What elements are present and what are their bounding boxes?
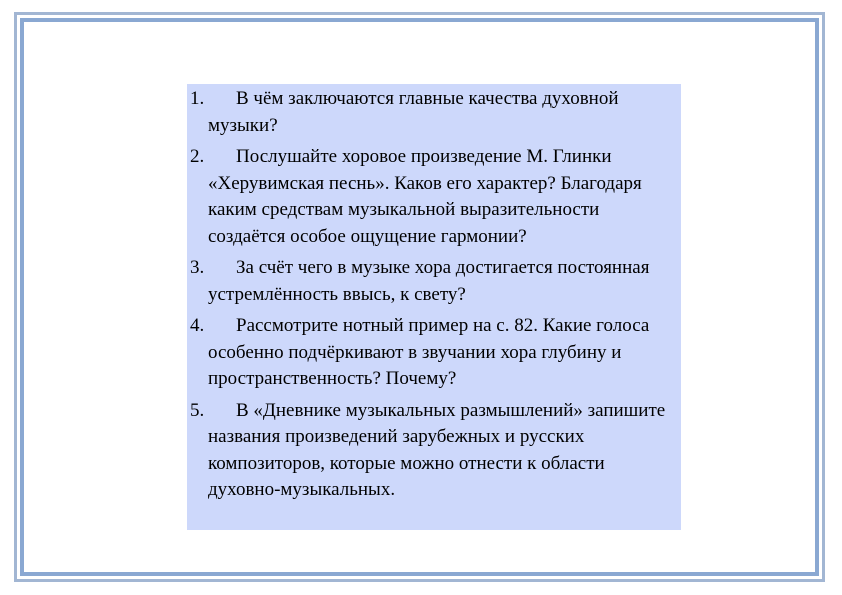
question-text: Рассмотрите нотный пример на с. 82. Какие голоса особенно подчёркивают в звучании хора глубину и пространственность? Почему? xyxy=(208,315,650,389)
question-number: 3. xyxy=(190,257,205,278)
questions-list xyxy=(190,86,673,504)
questions-box xyxy=(187,84,681,530)
question-number: 5. xyxy=(190,399,205,421)
question-item xyxy=(190,313,673,393)
question-number: 2. xyxy=(190,146,205,167)
question-number: 1. xyxy=(190,88,205,109)
question-text: Послушайте хоровое произведение М. Глинки «Херувимская песнь». Каков его характер? Благодаря каким средствам музыкальной выразительности создаётся особое ощущение гармонии? xyxy=(208,146,642,247)
question-text: В чём заключаются главные качества духовной музыки? xyxy=(208,88,619,136)
question-text: В «Дневнике музыкальных размышлений» запишите названия произведений зарубежных и русских композиторов, которые можно отнести к области духовно-музыкальных. xyxy=(208,399,666,500)
question-number: 4. xyxy=(190,315,205,336)
question-item xyxy=(190,86,673,139)
question-item xyxy=(190,255,673,308)
question-item xyxy=(190,398,673,504)
question-text: За счёт чего в музыке хора достигается постоянная устремлённость ввысь, к свету? xyxy=(208,257,650,305)
question-item xyxy=(190,144,673,250)
